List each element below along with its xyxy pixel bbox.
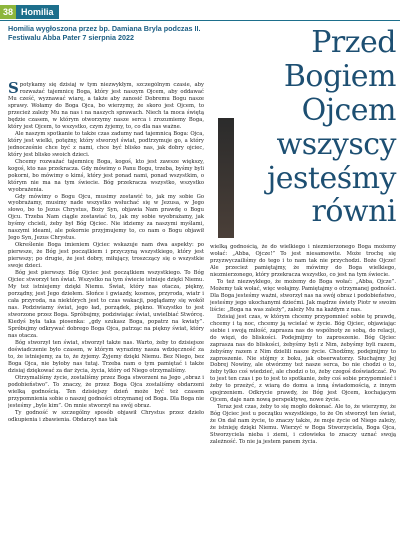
paragraph: Dzisiaj jest czas, w którym chcemy przypomnieć sobie tę prawdę, chcemy i tą noc, chcemy ją wcielać w życie. Bóg Ojciec, objawiając siebie i swoją miłość, zaprasza nas do wspólnoty ze sobą, do relacji, do więzi, do bliskości. Podejmijmy to zaproszenie. Bóg Ojciec zaprasza nas do bliskości, żebyśmy byli z Nim, żebyśmy byli razem, żebyśmy razem z Nim dzielili nasze życie. Chodźmy, podejmijmy to zaproszenie. Nie stójmy z boku, jak obserwatorzy. Słuchajmy Jej Dobrej Nowiny, ale otwórzmy też nasze serca, bo nie chodzi o to, żeby tylko coś wiedzieć, ale chodzi o to, żeby czegoś doświadczać. Po to jest ten czas i po to jest to spotkanie, żeby coś sobie przypomnieć i żeby to przeżyć, z wiarą do domu a inną świadomością, z innym spojrzeniem. Odkrycie prawdy, że Bóg jest Ojcem, kochającym Ojcem, daje nam nową perspektywę, nowe życie. <box>210 313 396 404</box>
paragraph: Określenie Boga imieniem Ojciec wskazuje nam dwa aspekty: po pierwsze, że Bóg jest początkiem i przyczyną wszystkiego, który jest pierwszy; po drugie, że jest dobry, miłujący, troszczący się o wszystkie swoje dzieci. <box>8 242 204 270</box>
paragraph: Bóg jest pierwszy. Bóg Ojciec jest początkiem wszystkiego. To Bóg Ojciec stworzył ten świat. Wszystko na tym świecie istnieje dzięki Niemu. My też istniejemy dzięki Niemu. Świat, który nas otacza, piękny, porządny, jest Jego dziełem. Słońce i gwiazdy, kosmos, przyroda, wiatr i cała przyroda, na niektórych jest to czas wakacji, poglądamy się wokół nas. Podziwiamy świat, jego ład, porządek, piękno. Wszystko to jest stworzone przez Boga. Spróbujmy, podziwiając świat, uwielbiać Stwórcę. Kiedyś była taka piosenka: „gdy szukasz Boga, popatrz na kwiaty”. Spróbujmy odkrywać dobrego Boga Ojca, patrząc na piękny świat, który nas otacza. <box>8 270 204 339</box>
title-line: jesteśmy <box>266 160 396 196</box>
header-rule <box>0 20 400 21</box>
paragraph: Otrzymaliśmy życie, zostaliśmy przez Boga stworzeni na Jego „obraz i podobieństwo”. To znaczy, że przez Boga Ojca zostaliśmy obdarzeni wielką godnością. Ten dzisiejszy dzień może być też czasem przypomnienia sobie o naszej godności otrzymanej od Boga. Dla Boga nie jesteśmy „byle kim”. On mnie stworzył na swój obraz. <box>8 374 204 409</box>
photo-strip <box>218 118 234 238</box>
section-label: Homilia <box>16 5 59 19</box>
paragraph: Ale naszym spotkanie to także czas zadumy nad tajemnicą Boga: Ojca, który jest wielki, potężny, który stworzył świat, podtrzymuje go, a który jednocześnie chce być z nami, chce być blisko nas, jak dobry ojciec, który jest blisko swoich dzieci. <box>8 130 204 158</box>
title-line: Ojcem <box>301 92 396 128</box>
intro-note: Homilia wygłoszona przez bp. Damiana Bryla podczas II. Festiwalu Abba Pater 7 sierpnia 2022 <box>8 24 201 43</box>
title-line: wszyscy <box>276 126 396 162</box>
paragraph: Bóg stworzył ten świat, stworzył także nas. Warto, żeby to dzisiejsze doświadczenie było czasem, w którym wyrazimy nasza wdzięczność za to, że istniejemy, za to, że żyjemy. Żyjemy dzięki Niemu. Bez Niego, bez Boga Ojca, nie byłoby nas tutaj. Trzeba nam o tym pamiętać i także dzisiaj dziękować za dar życia, życia, który od Niego otrzymaliśmy. <box>8 339 204 374</box>
body-column-1 <box>8 82 204 556</box>
paragraph: Ty godność w szczególny sposób objawił Chrystus przez dzieło odkupienia i zbawienia. Obdarzył nas tak <box>8 409 204 423</box>
paragraph-text: potykamy się dzisiaj w tym niezwykłym, szczególnym czasie, aby rozważać tajemnicę Boga, który jest naszym Ojcem, aby oddawać Mu cześć, wyznawać wiarę, a także aby zanosić Dobremu Bogu nasze sprawy. Wołamy do Boga Ojca, bo wierzymy, że skoro jest Ojcem, to przecież zależy Mu na nas i na naszych sprawach. Niech ta moca świętą będzie czasem, w którym otworzymy nasze serca i zrozumiemy Boga, który jest Ojcem, to wszystko, czym żyjemy, to, co dla nas ważne. <box>8 82 204 130</box>
page-number: 38 <box>0 5 16 19</box>
title-line: Przed <box>311 25 396 60</box>
title-line: Bogiem <box>283 58 396 94</box>
paragraph: Teraz jest czas, żeby to się mogło dokonać. Ale to, że wierzymy, że Bóg Ojciec jest u początku wszystkiego, to że On stworzył ten świat, że On dał nam życie, to znaczy także, że moje życie od Niego zależy, że istnieję dzięki Niemu. Wierzyć w Boga Stworzyciela, Boga Ojca, Stworzyciela nieba i ziemi, i człowieka to znaczy uznać swoją zależność. To nie ja jestem panem życia. <box>210 404 396 446</box>
drop-cap: S <box>8 82 19 97</box>
title-line: równi <box>311 194 396 230</box>
paragraph: To też niezwykłego, że możemy do Boga wołać: „Abba, Ojcze”. Możemy tak wołać, więc wołajmy. Pamiętajmy o otrzymanej godności. Dla Boga jesteśmy ważni, stworzył nas na swój obraz i podobieństwo, jesteśmy jego ukochanymi dziećmi. Jak mądrze świety Piotr w swoim liście: „Boga na was zależy”, zależy Mu na każdym z nas. <box>210 278 396 313</box>
body-column-2 <box>210 244 396 556</box>
paragraph: wielką godnością, że do wielkiego i niezmierzonego Boga możemy wołać: „Abba, Ojcze!” To jest niesamowite. Może trochę się przyzwyczailiśmy do tego i to nam tak nie przychodzi. Boże Ojcze! Ale przecież pamiętajmy, że mówimy do Boga wielkiego, niezmierzonego, który przekracza wszystko, co jest na tym świecie. <box>210 244 396 278</box>
paragraph <box>8 82 204 131</box>
paragraph: Chcemy rozważać tajemnicę Boga, kogoś, kto jest zawsze większy, kogoś, kto nas przekracza. Gdy mówimy o Panu Bogu, trzeba, byśmy byli pokorni, bo mówimy o kimś, który jest ponad nami, ponad wszystkim, o którym nie ma na tym świecie. Bóg przekracza wszystko, wszystko wyobrażenia. <box>8 158 204 193</box>
section-badge <box>0 4 59 19</box>
paragraph: Gdy mówimy o Bogu Ojcu, musimy zostawić to, jak my sobie Go wyobrażamy, musimy nade wszystko wsłuchać się w Jezusa, w Jego słowo, bo to Jezus Chrystus, Boży Syn, objawia Nam prawdę o Bogu Ojcu. Trzeba Nam ciągle zostawiać to, jak my sobie wyobrażamy, jak byśmy chcieli, żeby był Bóg Ojciec. Nie idziemy za naszymi myślami, naszymi ideami, ale pokornie przyjmujemy to, co nam o Bogu objawił Jego Syn, Jezus Chrystus. <box>8 193 204 242</box>
page-header <box>0 0 400 22</box>
